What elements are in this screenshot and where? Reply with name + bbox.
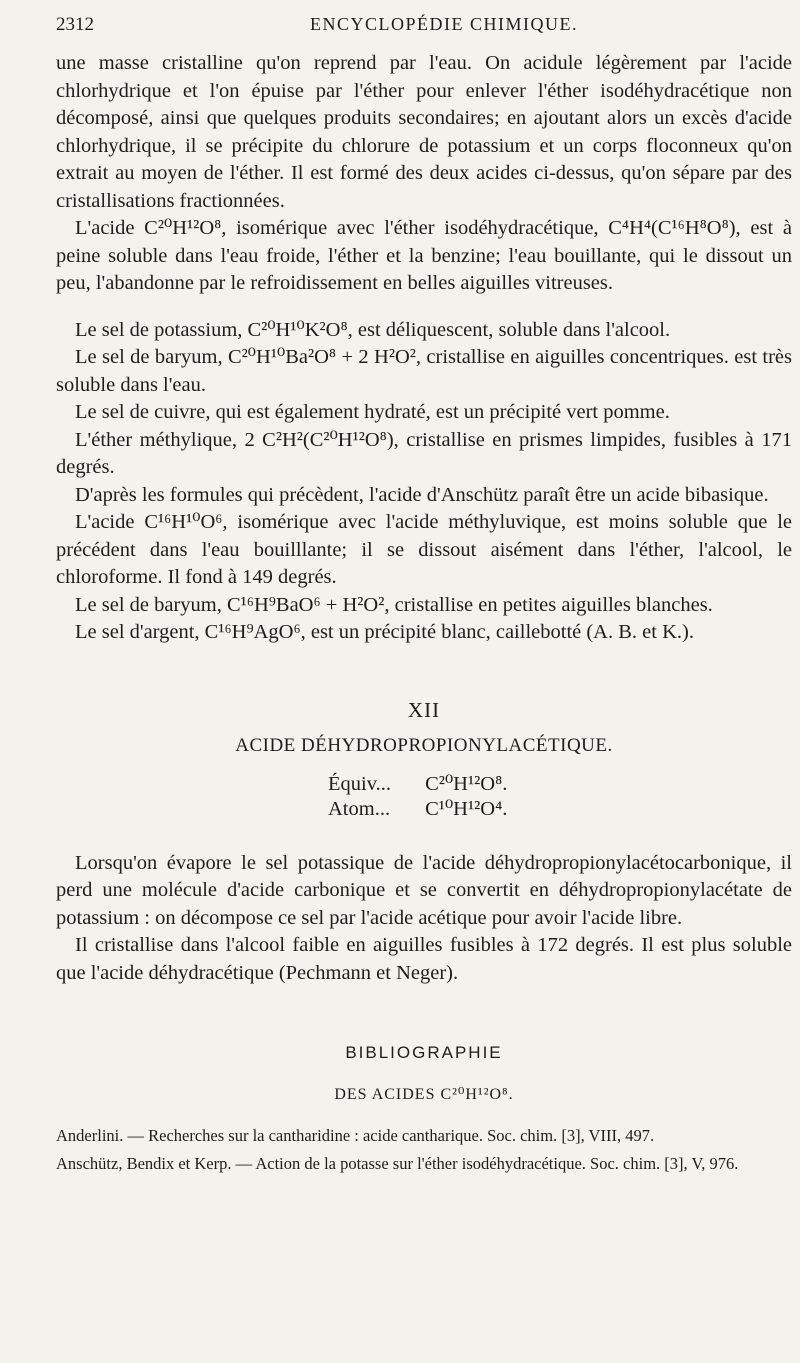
- page-number: 2312: [56, 14, 94, 35]
- paragraph: Le sel d'argent, C¹⁶H⁹AgO⁶, est un précipité blanc, caillebotté (A. B. et K.).: [75, 621, 694, 643]
- formula-row: [328, 797, 792, 822]
- formula-block: [328, 772, 792, 822]
- bibliography-title: BIBLIOGRAPHIE: [345, 1043, 503, 1062]
- bibliography-subtitle: DES ACIDES C²⁰H¹²O⁸.: [334, 1085, 514, 1103]
- section-paragraph: Lorsqu'on évapore le sel potassique de l'acide déhydropropionylacétocarbonique, il perd une molécule d'acide carbonique et se convertit en déhydropropionylacétate de potassium : on décompose ce sel par l'acide acétique pour avoir l'acide libre.: [56, 851, 792, 929]
- formula-value: C²⁰H¹²O⁸.: [425, 772, 508, 795]
- formula-label: Atom...: [328, 797, 391, 820]
- bibliography-entry: Anschütz, Bendix et Kerp. — Action de la potasse sur l'éther isodéhydracétique. Soc. chim. [3], V, 976.: [56, 1154, 739, 1173]
- paragraph: une masse cristalline qu'on reprend par l'eau. On acidule légèrement par l'acide chlorhydrique et l'on épuise par l'éther pour enlever l'éther isodéhydracétique non décomposé, ainsi que quelques produits secondaires; en ajoutant alors un excès d'acide chlorhydrique, il se précipite du chlorure de potassium et un corps floconneux qu'on extrait au moyen de l'éther. Il est formé des deux acides ci-dessus, qu'on sépare par des cristallisations fractionnées.: [56, 52, 792, 212]
- paragraph: D'après les formules qui précèdent, l'acide d'Anschütz paraît être un acide bibasique.: [75, 483, 769, 506]
- bibliography-entry: Anderlini. — Recherches sur la cantharidine : acide cantharique. Soc. chim. [3], VIII, 497.: [56, 1126, 655, 1145]
- paragraph: L'acide C²⁰H¹²O⁸, isomérique avec l'éther isodéhydracétique, C⁴H⁴(C¹⁶H⁸O⁸), est à peine soluble dans l'eau froide, l'éther et la benzine; l'eau bouillante, qui le dissout un peu, l'abandonne par le refroidissement en belles aiguilles vitreuses.: [56, 217, 792, 294]
- formula-row: [328, 772, 792, 797]
- formula-label: Équiv...: [328, 772, 392, 795]
- section-title: ACIDE DÉHYDROPROPIONYLACÉTIQUE.: [235, 735, 613, 756]
- paragraph: L'éther méthylique, 2 C²H²(C²⁰H¹²O⁸), cristallise en prismes limpides, fusibles à 171 degrés.: [56, 428, 792, 478]
- page-header: [56, 14, 788, 38]
- formula-value: C¹⁰H¹²O⁴.: [425, 797, 508, 820]
- paragraph: Le sel de baryum, C²⁰H¹⁰Ba²O⁸ + 2 H²O², cristallise en aiguilles concentriques. est très soluble dans l'eau.: [56, 346, 792, 396]
- paragraph: Le sel de potassium, C²⁰H¹⁰K²O⁸, est déliquescent, soluble dans l'alcool.: [75, 318, 671, 341]
- section-paragraph: Il cristallise dans l'alcool faible en aiguilles fusibles à 172 degrés. Il est plus soluble que l'acide déhydracétique (Pechmann et Neger).: [56, 934, 792, 984]
- paragraph: L'acide C¹⁶H¹⁰O⁶, isomérique avec l'acide méthyluvique, est moins soluble que le précédent dans l'eau bouilllante; il se dissout aisément dans l'éther, l'alcool, le chloroforme. Il fond à 149 degrés.: [56, 511, 792, 588]
- page-body: [56, 50, 792, 1182]
- section-number: XII: [407, 697, 441, 722]
- paragraph: Le sel de cuivre, qui est également hydraté, est un précipité vert pomme.: [75, 401, 670, 423]
- paragraph: Le sel de baryum, C¹⁶H⁹BaO⁶ + H²O², cristallise en petites aiguilles blanches.: [75, 593, 713, 616]
- running-title: ENCYCLOPÉDIE CHIMIQUE.: [310, 14, 578, 34]
